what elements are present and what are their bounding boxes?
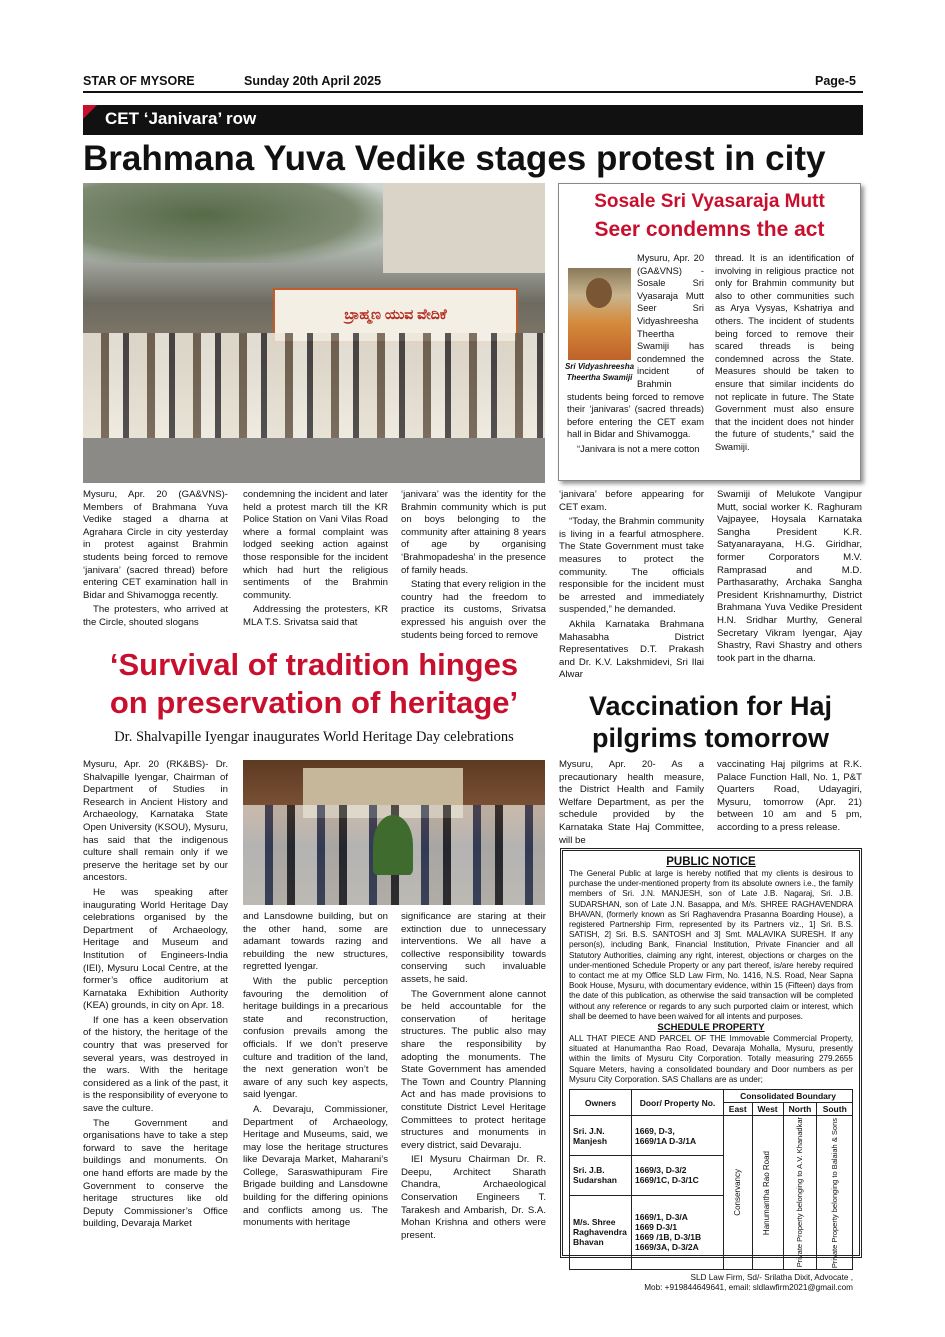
photo-tree	[83, 183, 383, 263]
protest-photo	[83, 183, 545, 483]
schedule-table	[569, 1089, 853, 1270]
seer-col2: thread. It is an identification of involving in religious practice not only for Brahmin community but also to other communities such as Arya Vysyas, Kshatriya and others. The incident of students being forced to remove their scared threads is being condemned across the State. Measures should be taken to ensure that similar incidents do not replicate in future. The State Government must also ensure that the incident does not hinder the future of students,” said the Swamiji.	[715, 253, 854, 452]
south-value: Private Property belonging to Balaiah & Sons	[829, 1117, 839, 1268]
table-row: M/s. Shree Raghavendra Bhavan 1669/1, D-3/A 1669 D-3/1 1669 /1B, D-3/1B 1669/3A, D-3/2A	[570, 1195, 853, 1269]
north-value: Private Property belonging to A.V. Khanadkar	[794, 1117, 804, 1268]
photo-plant	[373, 815, 413, 875]
seer-headline-1: Sosale Sri Vyasaraja Mutt	[594, 191, 825, 212]
notice-title: PUBLIC NOTICE	[666, 856, 756, 868]
story2-col3: significance are staring at their extinction due to unnecessary interventions. We all have a collective responsibility towards conserving such invaluable assets, he said. The Government alone cannot be held accountable for the conservation of heritage structures. The public also may share the responsibility by adopting the monuments. The State Government has amended The Town and Country Planning Act and has made provisions to constitute District Level Heritage Committees to protect heritage structures and monuments in every district, said Devaraju. IEI Mysuru Chairman Dr. R. Deepu, Architect Sharath Chandra, Archaeological Conservation Engineers T. Tarakesh and Ambarish, Dr. S.A. Mohan Krishna and others were present.	[401, 911, 546, 1241]
story1-headline: Brahmana Yuva Vedike stages protest in city	[83, 139, 826, 178]
th-boundary: Consolidated Boundary	[724, 1090, 853, 1103]
th-north: North	[783, 1103, 817, 1116]
schedule-body: ALL THAT PIECE AND PARCEL OF THE Immovable Commercial Property, situated at Hanumantha Rao Road, Devaraja Mohalla, Mysuru, presently within the limits of Mysuru City Corporation. Totally measuring 279.2655 Square Meters, having a consolidated boundary and Door numbers as per Mysuru City Corporation. SAS Challans are as under;	[569, 1034, 853, 1084]
th-owners: Owners	[570, 1090, 632, 1116]
story3-headline-1: Vaccination for Haj	[588, 691, 833, 721]
story2-deck: Dr. Shalvapille Iyengar inaugurates World Heritage Day celebrations	[114, 729, 514, 745]
story3-col2: vaccinating Haj pilgrims at R.K. Palace Function Hall, No. 1, P&T Quarters Road, Udayagiri, Mysuru, tomorrow (Apr. 21) between 10 am and 5 pm, according to a press release.	[717, 759, 862, 833]
west-value: Hanumantha Rao Road	[762, 1150, 772, 1235]
story2-headline-2: on preservation of heritage’	[109, 685, 519, 720]
seer-caption-2: Theertha Swamiji	[566, 373, 633, 382]
story2-headline-1: ‘Survival of tradition hinges	[109, 647, 519, 682]
photo-road	[83, 438, 545, 483]
notice-footer-2: Mob: +919844649641, email: sldlawfirm2021@gmail.com	[644, 1282, 853, 1292]
th-south: South	[817, 1103, 853, 1116]
th-west: West	[752, 1103, 783, 1116]
schedule-title: SCHEDULE PROPERTY	[657, 1022, 765, 1034]
table-row: Sri. J.B. Sudarshan 1669/3, D-3/2 1669/1C, D-3/1C	[570, 1156, 853, 1196]
story1-col3: ‘janivara’ was the identity for the Brahmin community which is put on boys belonging to the community after attaining 8 years of age by organising ‘Brahmopadesha’ in the presence of family heads. Stating that every religion in the country had the freedom to practice its customs, Srivatsa expressed his anguish over the students being forced to remove	[401, 489, 546, 641]
photo-building	[383, 183, 545, 273]
heritage-photo	[243, 760, 545, 905]
masthead-rule	[83, 91, 863, 93]
seer-caption-1: Sri Vidyashreesha	[564, 362, 635, 371]
story1-col1: Mysuru, Apr. 20 (GA&VNS)- Members of Brahmana Yuva Vedike staged a dharna at Agrahara Circle in city yesterday in protest against Brahmin students being forced to remove ‘janivara’ (sacred thread) before entering CET examination hall in Bidar and Shivamogga recently. The protesters, who arrived at the Circle, shouted slogans	[83, 489, 228, 628]
paper-name: STAR OF MYSORE	[83, 74, 195, 88]
east-value: Conservancy	[732, 1169, 742, 1216]
story1-col4: ‘janivara’ before appearing for CET exam. “Today, the Brahmin community is living in a fearful atmosphere. The State Government must take measures to protect the community. The officials responsible for the incident must be arrested and immediately suspended,” he demanded. Akhila Karnataka Brahmana Mahasabha District Representatives D.T. Prakash and Dr. K.V. Lakshmidevi, Sri Ilai Alwar	[559, 489, 704, 681]
th-door: Door/ Property No.	[632, 1090, 724, 1116]
kicker-red-flag	[83, 105, 97, 119]
story1-col2: condemning the incident and later held a protest march till the KR Police Station on Vani Vilas Road where a formal complaint was lodged seeking action against those responsible for the incident which had hurt the religious sentiments of the Brahmin community. Addressing the protesters, KR MLA T.S. Srivatsa said that	[243, 489, 388, 628]
kicker-bar	[83, 105, 863, 135]
story1-col5: Swamiji of Melukote Vangipur Mutt, social worker K. Raghuram Vajpayee, Hoysala Karnataka Sangha President K.R. Satyanarayana, H.G. Giridhar, former Corporators M.V. Ramprasad and M.D. Parthasarathy, Archaka Sangha President Krishnamurthy, District Brahmana Yuva Vedike President H.N. Sridhar Murthy, General Secretary Vikram Iyengar, Ajay Shastry, Ravi Shastry and others took part in the dharna.	[717, 489, 862, 664]
story3-col1: Mysuru, Apr. 20- As a precautionary health measure, the District Health and Family Welfare Department, as per the schedule provided by the Karnataka State Haj Committee, will be	[559, 759, 704, 846]
public-notice	[560, 848, 862, 1292]
story2-col2: and Lansdowne building, but on the other hand, some are adamant towards razing and rebuilding the new structures, regretted Iyengar. With the public perception favouring the demolition of heritage buildings in a precarious state and reconstruction, confusion prevails among the officials. If we don’t preserve culture and tradition of the land, the next generation won’t be aware of any such key aspects, said Iyengar. A. Devaraju, Commissioner, Department of Archaeology, Heritage and Museums, said, we may lose the heritage structures like Devaraja Market, Maharani’s College, Saraswathipuram Fire Brigade building and Lansdowne building for the differing opinions and conflicts among us. The monuments with heritage	[243, 911, 388, 1229]
story2-col1: Mysuru, Apr. 20 (RK&BS)- Dr. Shalvapille Iyengar, Chairman of Department of Studies in Research in Ancient History and Archaeology, Karnataka State Open University (KSOU), Mysuru, has said that the indigenous culture shall remain only if we preserve the heritage set by our ancestors. He was speaking after inaugurating World Heritage Day celebrations organised by the Department of Archaeology, Heritage and Museum and Institution of Engineers-India (IEI), Mysuru Local Centre, at the former’s office auditorium at Karnataka Exhibition Authority (KEA) grounds, in city on Apr. 18. If one has a keen observation of the history, the heritage of the country that was preserved for several years, was destroyed in the wars. With the heritage considered as a link of the past, it is the responsibility of everyone to save the culture. The Government and organisations have to take a step forward to save the heritage buildings and monuments. On one hand efforts are made by the Government to conserve the heritage structures like old Deputy Commissioner’s Office building, Devaraja Market	[83, 759, 228, 1230]
notice-footer-1: SLD Law Firm, Sd/- Srilatha Dixit, Advocate ,	[690, 1272, 853, 1282]
kicker-text: CET ‘Janivara’ row	[105, 109, 257, 128]
th-east: East	[724, 1103, 753, 1116]
seer-headline-2: Seer condemns the act	[594, 218, 825, 241]
photo-crowd	[83, 333, 545, 443]
photo-banner: ಬ್ರಾಹ್ಮಣ ಯುವ ವೇದಿಕೆ	[273, 288, 518, 343]
notice-body: The General Public at large is hereby notified that my clients is desirous to purchase the under-mentioned property from its absolute owners i.e., the family members of Sri. J.N. MANJESH, son of Late J.B. Nagaraj, Sri. J.B. SUDARSHAN, son of Late J.N. Basappa, and M/s. SHREE RAGHAVENDRA BHAVAN, (formerly known as Sri Raghavendra Prasanna Boarding House), a registered Partnership Firm, represented by its Partners viz., 1] Sri. B.S. SATISH, 2] Sri. B.S. SANTOSH and 3] Smt. MALAVIKA SURESH. If any person(s), including Bank, Financial Institution, Private Financier and all Statutory Authorities, claiming any right, interest, objections or charges on the under-mentioned Schedule Property or any part thereof, is/are hereby required to contact me at my Office SLD Law Firm, No. 1416, N.S. Road, Near Sapna Book House, Mysuru, with documentary evidence, within 15 (Fifteen) days from the date of this publication, as otherwise the said transaction will be completed without any reference or regards to any such purported claim or interest, which shall be deemed to have been waived for all intents and purposes.	[569, 869, 853, 1021]
page-number: Page-5	[815, 74, 856, 88]
seer-col1: Mysuru, Apr. 20 (GA&VNS) - Sosale Sri Vyasaraja Mutt Seer Sri Vidyashreesha Theertha Swamiji has condemned the incident of Brahmin students being forced to remove their ‘janivaras’ (sacred threads) before entering the CET exam hall in Bidar and Shivamogga. “Janivara is not a mere cotton	[567, 253, 704, 454]
table-row: Sri. J.N. Manjesh 1669, D-3, 1669/1A D-3/1A Conservancy Hanumantha Rao Road Private Property belonging to A.V. Khanadkar Private Property belonging to Balaiah & Sons	[570, 1116, 853, 1156]
story3-headline-2: pilgrims tomorrow	[591, 723, 829, 753]
issue-date: Sunday 20th April 2025	[244, 74, 382, 88]
